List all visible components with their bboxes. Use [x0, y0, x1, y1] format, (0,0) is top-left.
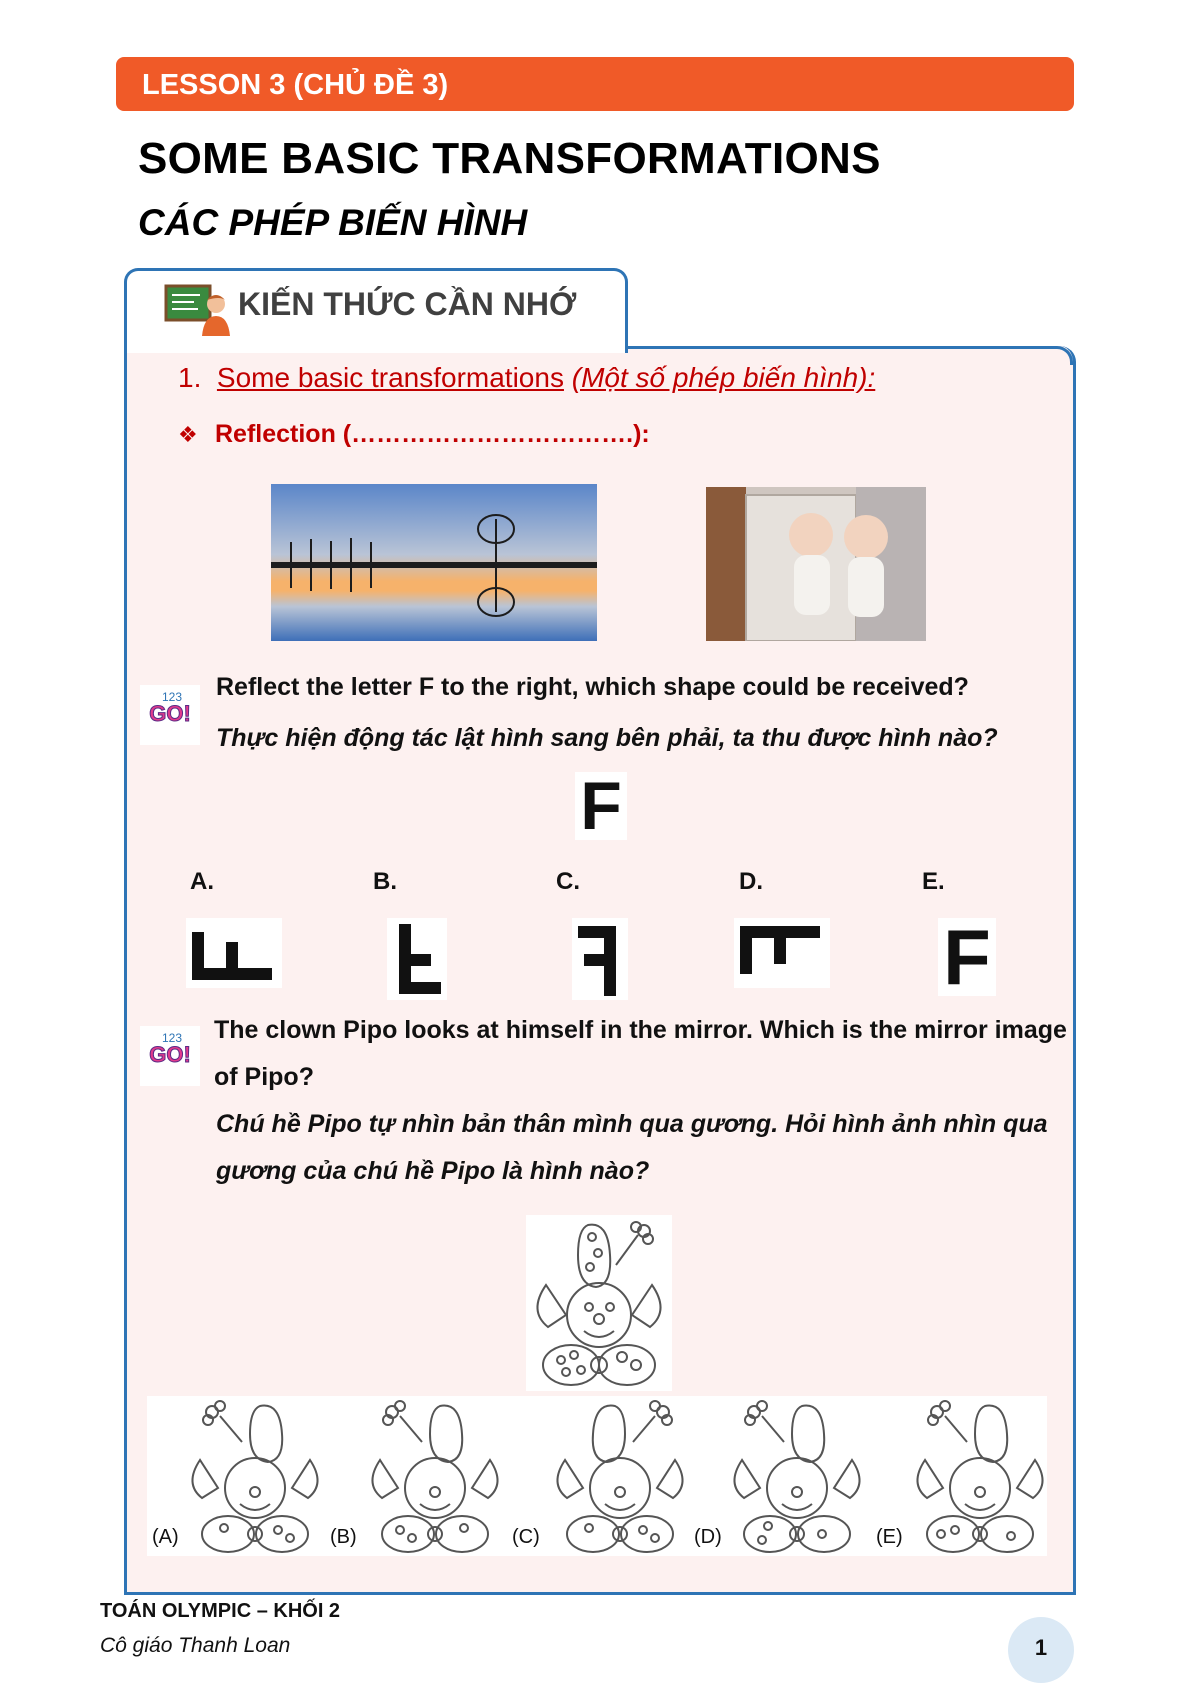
q1-option-e-label: E. — [922, 868, 945, 895]
go-icon — [140, 1026, 200, 1086]
svg-text:123: 123 — [162, 690, 183, 704]
diamond-bullet-icon: ❖ — [178, 422, 198, 447]
lake-reflection-photo — [271, 484, 597, 641]
page-title: SOME BASIC TRANSFORMATIONS — [138, 134, 881, 183]
clown-option-a-label: (A) — [152, 1526, 179, 1548]
q1-option-d-label: D. — [739, 868, 763, 895]
clown-option-b[interactable] — [360, 1398, 510, 1554]
teacher-board-icon — [164, 282, 230, 338]
svg-text:GO!: GO! — [149, 701, 191, 726]
q1-option-a-shape[interactable] — [186, 918, 282, 988]
section-heading-en: Some basic transformations — [216, 362, 564, 393]
svg-text:123: 123 — [162, 1031, 183, 1045]
q1-option-c-shape[interactable] — [572, 918, 628, 1000]
section-tab-label: KIẾN THỨC CẦN NHỚ — [238, 286, 577, 322]
footer-teacher: Cô giáo Thanh Loan — [100, 1634, 291, 1657]
clown-option-e-label: (E) — [876, 1526, 903, 1548]
section-heading-vi: (Một số phép biến hình): — [571, 362, 876, 393]
footer-course: TOÁN OLYMPIC – KHỐI 2 — [100, 1600, 341, 1622]
lesson-label: LESSON 3 (CHỦ ĐỀ 3) — [142, 69, 449, 101]
q1-option-d-shape[interactable] — [734, 918, 830, 988]
go-icon — [140, 685, 200, 745]
q1-option-b-label: B. — [373, 868, 397, 895]
q1-option-b-shape[interactable] — [387, 918, 447, 1000]
clown-option-e[interactable] — [905, 1398, 1055, 1554]
q1-option-c-label: C. — [556, 868, 580, 895]
q2-text-vi-line1: Chú hề Pipo tự nhìn bản thân mình qua gương. Hỏi hình ảnh nhìn qua — [216, 1110, 1048, 1138]
letter-f: F — [575, 772, 627, 840]
page-number: 1 — [1008, 1617, 1074, 1683]
svg-text:GO!: GO! — [149, 1042, 191, 1067]
clown-pipo-drawing — [526, 1215, 672, 1391]
q1-text-en: Reflect the letter F to the right, which shape could be received? — [216, 673, 969, 701]
section-heading — [178, 362, 875, 394]
clown-option-a[interactable] — [180, 1398, 330, 1554]
q1-option-e-shape[interactable]: F — [938, 918, 996, 996]
clown-option-b-label: (B) — [330, 1526, 357, 1548]
q1-option-a-label: A. — [190, 868, 214, 895]
q2-text-en-line1: The clown Pipo looks at himself in the mirror. Which is the mirror image — [214, 1016, 1067, 1044]
clown-option-d[interactable] — [722, 1398, 872, 1554]
clown-option-c[interactable] — [545, 1398, 695, 1554]
q1-text-vi: Thực hiện động tác lật hình sang bên phải, ta thu được hình nào? — [216, 724, 998, 752]
q2-text-vi-line2: gương của chú hề Pipo là hình nào? — [216, 1157, 650, 1185]
clown-option-c-label: (C) — [512, 1526, 540, 1548]
q2-text-en-line2: of Pipo? — [214, 1063, 314, 1091]
clown-option-d-label: (D) — [694, 1526, 722, 1548]
section-number: 1. — [178, 362, 202, 393]
page-subtitle: CÁC PHÉP BIẾN HÌNH — [138, 202, 528, 243]
baby-mirror-photo — [706, 487, 926, 641]
reflection-bullet: Reflection (…………………………….): — [215, 420, 650, 448]
